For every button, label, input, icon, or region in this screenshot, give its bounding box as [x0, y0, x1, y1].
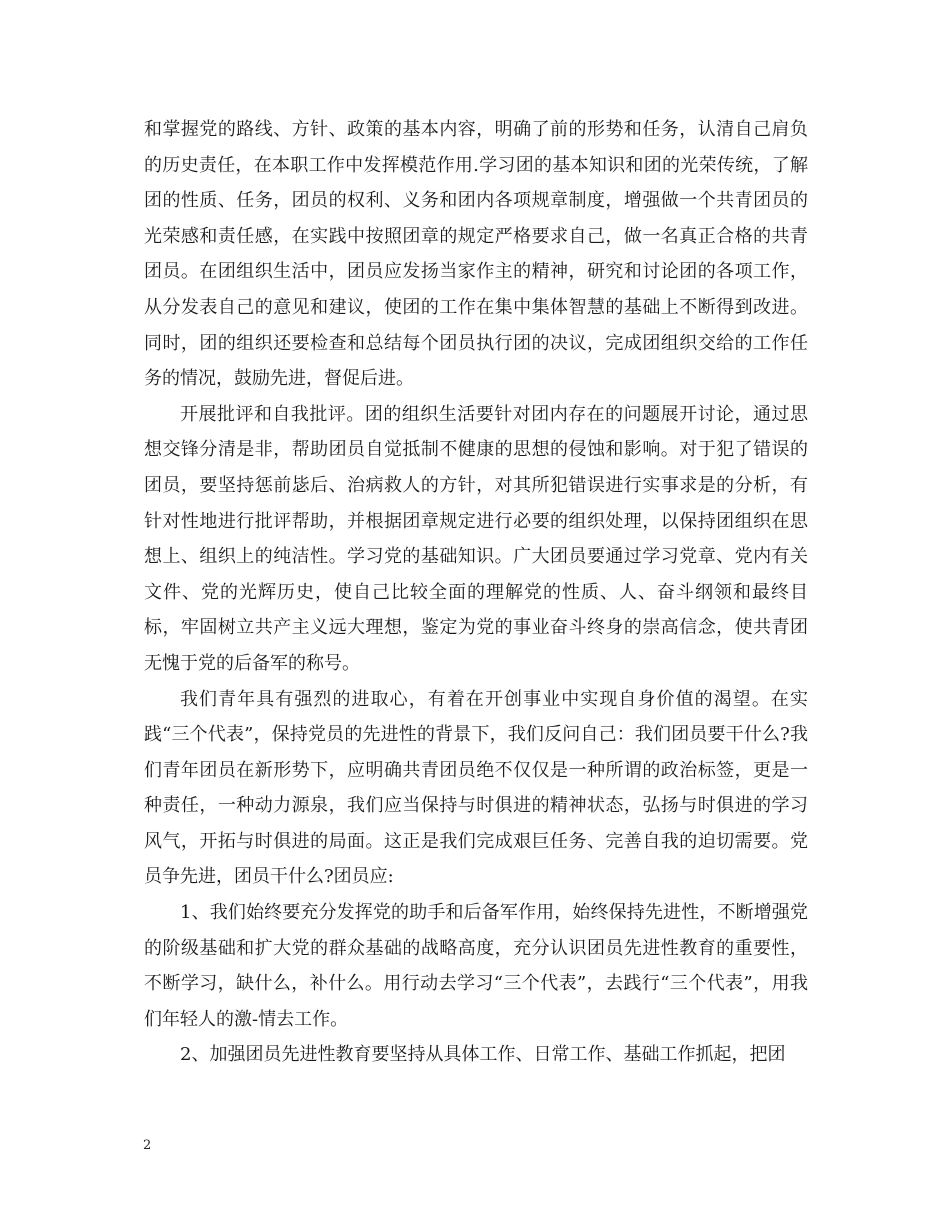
paragraph-4: 1、我们始终要充分发挥党的助手和后备军作用，始终保持先进性，不断增强党的阶级基础和扩大党的群众基础的战略高度，充分认识团员先进性教育的重要性，不断学习，缺什么，补什么。用行动去学习“三个代表”，去践行“三个代表”，用我们年轻人的激-情去工作。: [144, 902, 808, 1030]
paragraph-1: 和掌握党的路线、方针、政策的基本内容，明确了前的形势和任务，认清自己肩负的历史责任，在本职工作中发挥模范作用.学习团的基本知识和团的光荣传统，了解团的性质、任务，团员的权利、义务和团内各项规章制度，增强做一个共青团员的光荣感和责任感，在实践中按照团章的规定严格要求自己，做一名真正合格的共青团员。在团组织生活中，团员应发扬当家作主的精神，研究和讨论团的各项工作，从分发表自己的意见和建议，使团的工作在集中集体智慧的基础上不断得到改进。同时，团的组织还要检查和总结每个团员执行团的决议，完成团组织交给的工作任务的情况，鼓励先进，督促后进。: [144, 119, 808, 390]
paragraph-5: 2、加强团员先进性教育要坚持从具体工作、日常工作、基础工作抓起，把团: [180, 1044, 786, 1066]
body-text: [144, 112, 808, 1073]
paragraph-2: 开展批评和自我批评。团的组织生活要针对团内存在的问题展开讨论，通过思想交锋分清是非，帮助团员自觉抵制不健康的思想的侵蚀和影响。对于犯了错误的团员，要坚持惩前毖后、治病救人的方针，对其所犯错误进行实事求是的分析，有针对性地进行批评帮助，并根据团章规定进行必要的组织处理，以保持团组织在思想上、组织上的纯洁性。学习党的基础知识。广大团员要通过学习党章、党内有关文件、党的光辉历史，使自己比较全面的理解党的性质、人、奋斗纲领和最终目标，牢固树立共产主义远大理想，鉴定为党的事业奋斗终身的崇高信念，使共青团无愧于党的后备军的称号。: [144, 403, 808, 674]
page-number: 2: [143, 1138, 152, 1153]
paragraph-3: 我们青年具有强烈的进取心，有着在开创事业中实现自身价值的渴望。在实践“三个代表”，保持党员的先进性的背景下，我们反问自己：我们团员要干什么?我们青年团员在新形势下，应明确共青团员绝不仅仅是一种所谓的政治标签，更是一种责任，一种动力源泉，我们应当保持与时俱进的精神状态，弘扬与时俱进的学习风气，开拓与时俱进的局面。这正是我们完成艰巨任务、完善自我的迫切需要。党员争先进，团员干什么?团员应:: [144, 688, 808, 888]
